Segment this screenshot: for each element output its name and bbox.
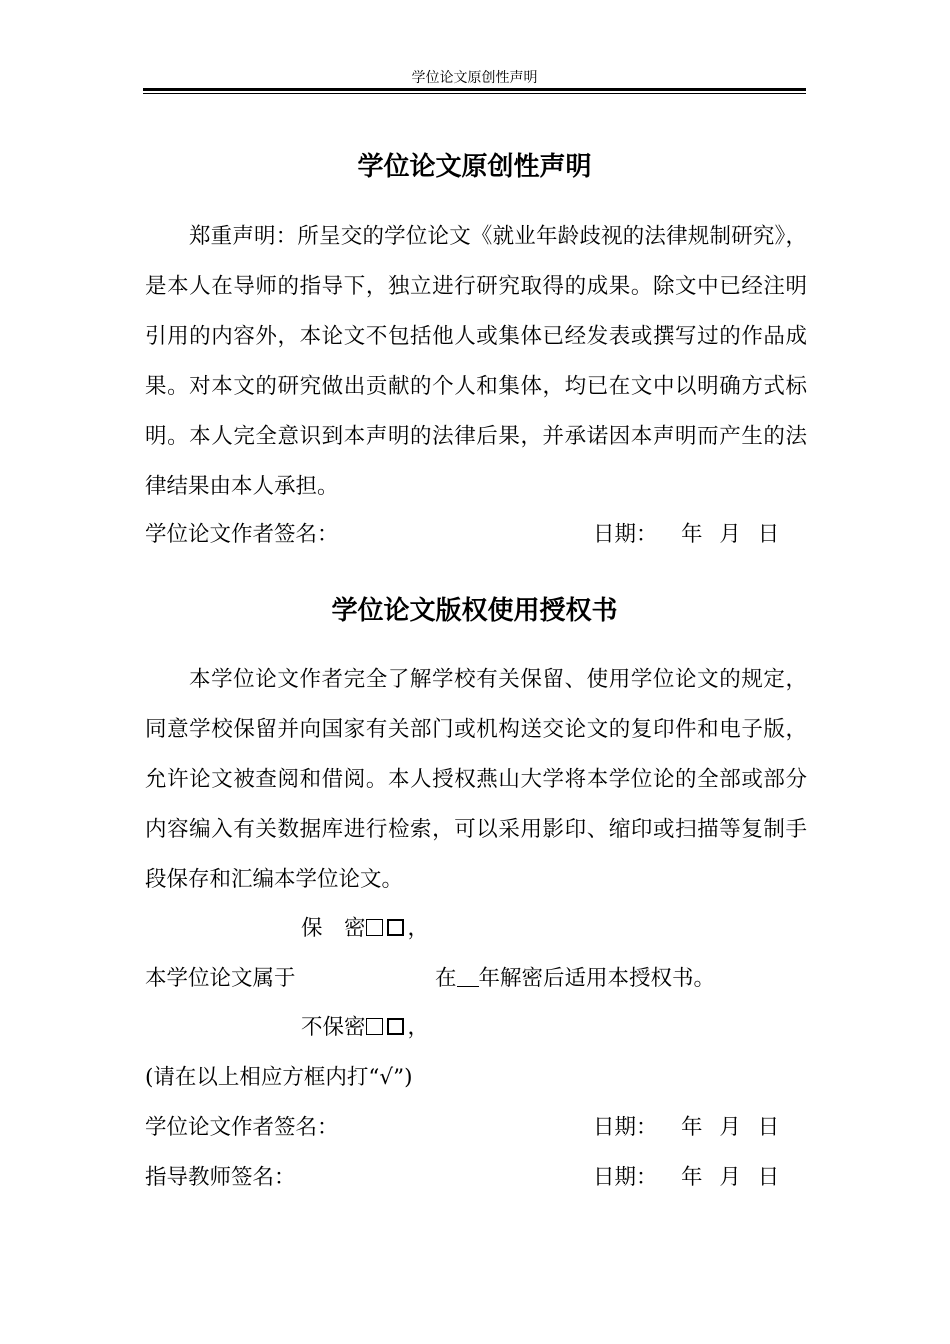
confidential-comma: ， — [407, 916, 430, 941]
confidential-checkbox-b[interactable] — [387, 919, 404, 936]
originality-day: 日 — [757, 522, 780, 547]
confidential-option — [301, 914, 429, 944]
authorization-author-date-ymd — [681, 1113, 779, 1143]
belongs-to-label: 本学位论文属于 — [145, 966, 296, 991]
not-confidential-label: 不保密 — [301, 1015, 366, 1040]
confidential-checkbox-a[interactable] — [366, 919, 383, 936]
not-confidential-comma: ， — [407, 1015, 430, 1040]
originality-title: 学位论文原创性声明 — [357, 152, 592, 182]
authorization-title: 学位论文版权使用授权书 — [331, 596, 618, 626]
advisor-signature-label: 指导教师签名： — [145, 1165, 296, 1190]
advisor-month: 月 — [719, 1165, 741, 1190]
advisor-day: 日 — [757, 1165, 780, 1190]
originality-author-signature-label: 学位论文作者签名： — [145, 522, 339, 547]
author-year: 年 — [681, 1115, 703, 1140]
confidential-label: 保 密 — [301, 916, 366, 941]
originality-year: 年 — [681, 522, 703, 547]
advisor-date-label: 日期： — [593, 1165, 658, 1190]
author-month: 月 — [719, 1115, 741, 1140]
originality-date-ymd — [681, 520, 779, 550]
originality-date-label: 日期： — [593, 522, 658, 547]
not-confidential-checkbox-a[interactable] — [366, 1018, 383, 1035]
authorization-author-date-label: 日期： — [593, 1115, 658, 1140]
checkmark-instruction: (请在以上相应方框内打“√”) — [145, 1065, 413, 1090]
decrypt-year-blank[interactable] — [457, 966, 479, 987]
decrypt-suffix: 年解密后适用本授权书。 — [478, 966, 716, 991]
advisor-year: 年 — [681, 1165, 703, 1190]
not-confidential-option — [301, 1013, 429, 1043]
decrypt-clause — [435, 964, 715, 994]
header-rule-thin — [143, 93, 806, 94]
authorization-author-signature-label: 学位论文作者签名： — [145, 1115, 339, 1140]
decrypt-prefix: 在 — [435, 966, 457, 991]
header-rule-thick — [143, 88, 806, 91]
advisor-date-ymd — [681, 1163, 779, 1193]
running-header: 学位论文原创性声明 — [411, 70, 538, 86]
originality-month: 月 — [719, 522, 741, 547]
author-day: 日 — [757, 1115, 780, 1140]
not-confidential-checkbox-b[interactable] — [387, 1018, 404, 1035]
authorization-paragraph: 本学位论文作者完全了解学校有关保留、使用学位论文的规定，同意学校保留并向国家有关部门或机构送交论文的复印件和电子版，允许论文被查阅和借阅。本人授权燕山大学将本学位论的全部或部分内容编入有关数据库进行检索，可以采用影印、缩印或扫描等复制手段保存和汇编本学位论文。 — [145, 667, 807, 892]
originality-paragraph: 郑重声明：所呈交的学位论文《就业年龄歧视的法律规制研究》，是本人在导师的指导下，独立进行研究取得的成果。除文中已经注明引用的内容外，本论文不包括他人或集体已经发表或撰写过的作品成果。对本文的研究做出贡献的个人和集体，均已在文中以明确方式标明。本人完全意识到本声明的法律后果，并承诺因本声明而产生的法律结果由本人承担。 — [145, 224, 807, 499]
